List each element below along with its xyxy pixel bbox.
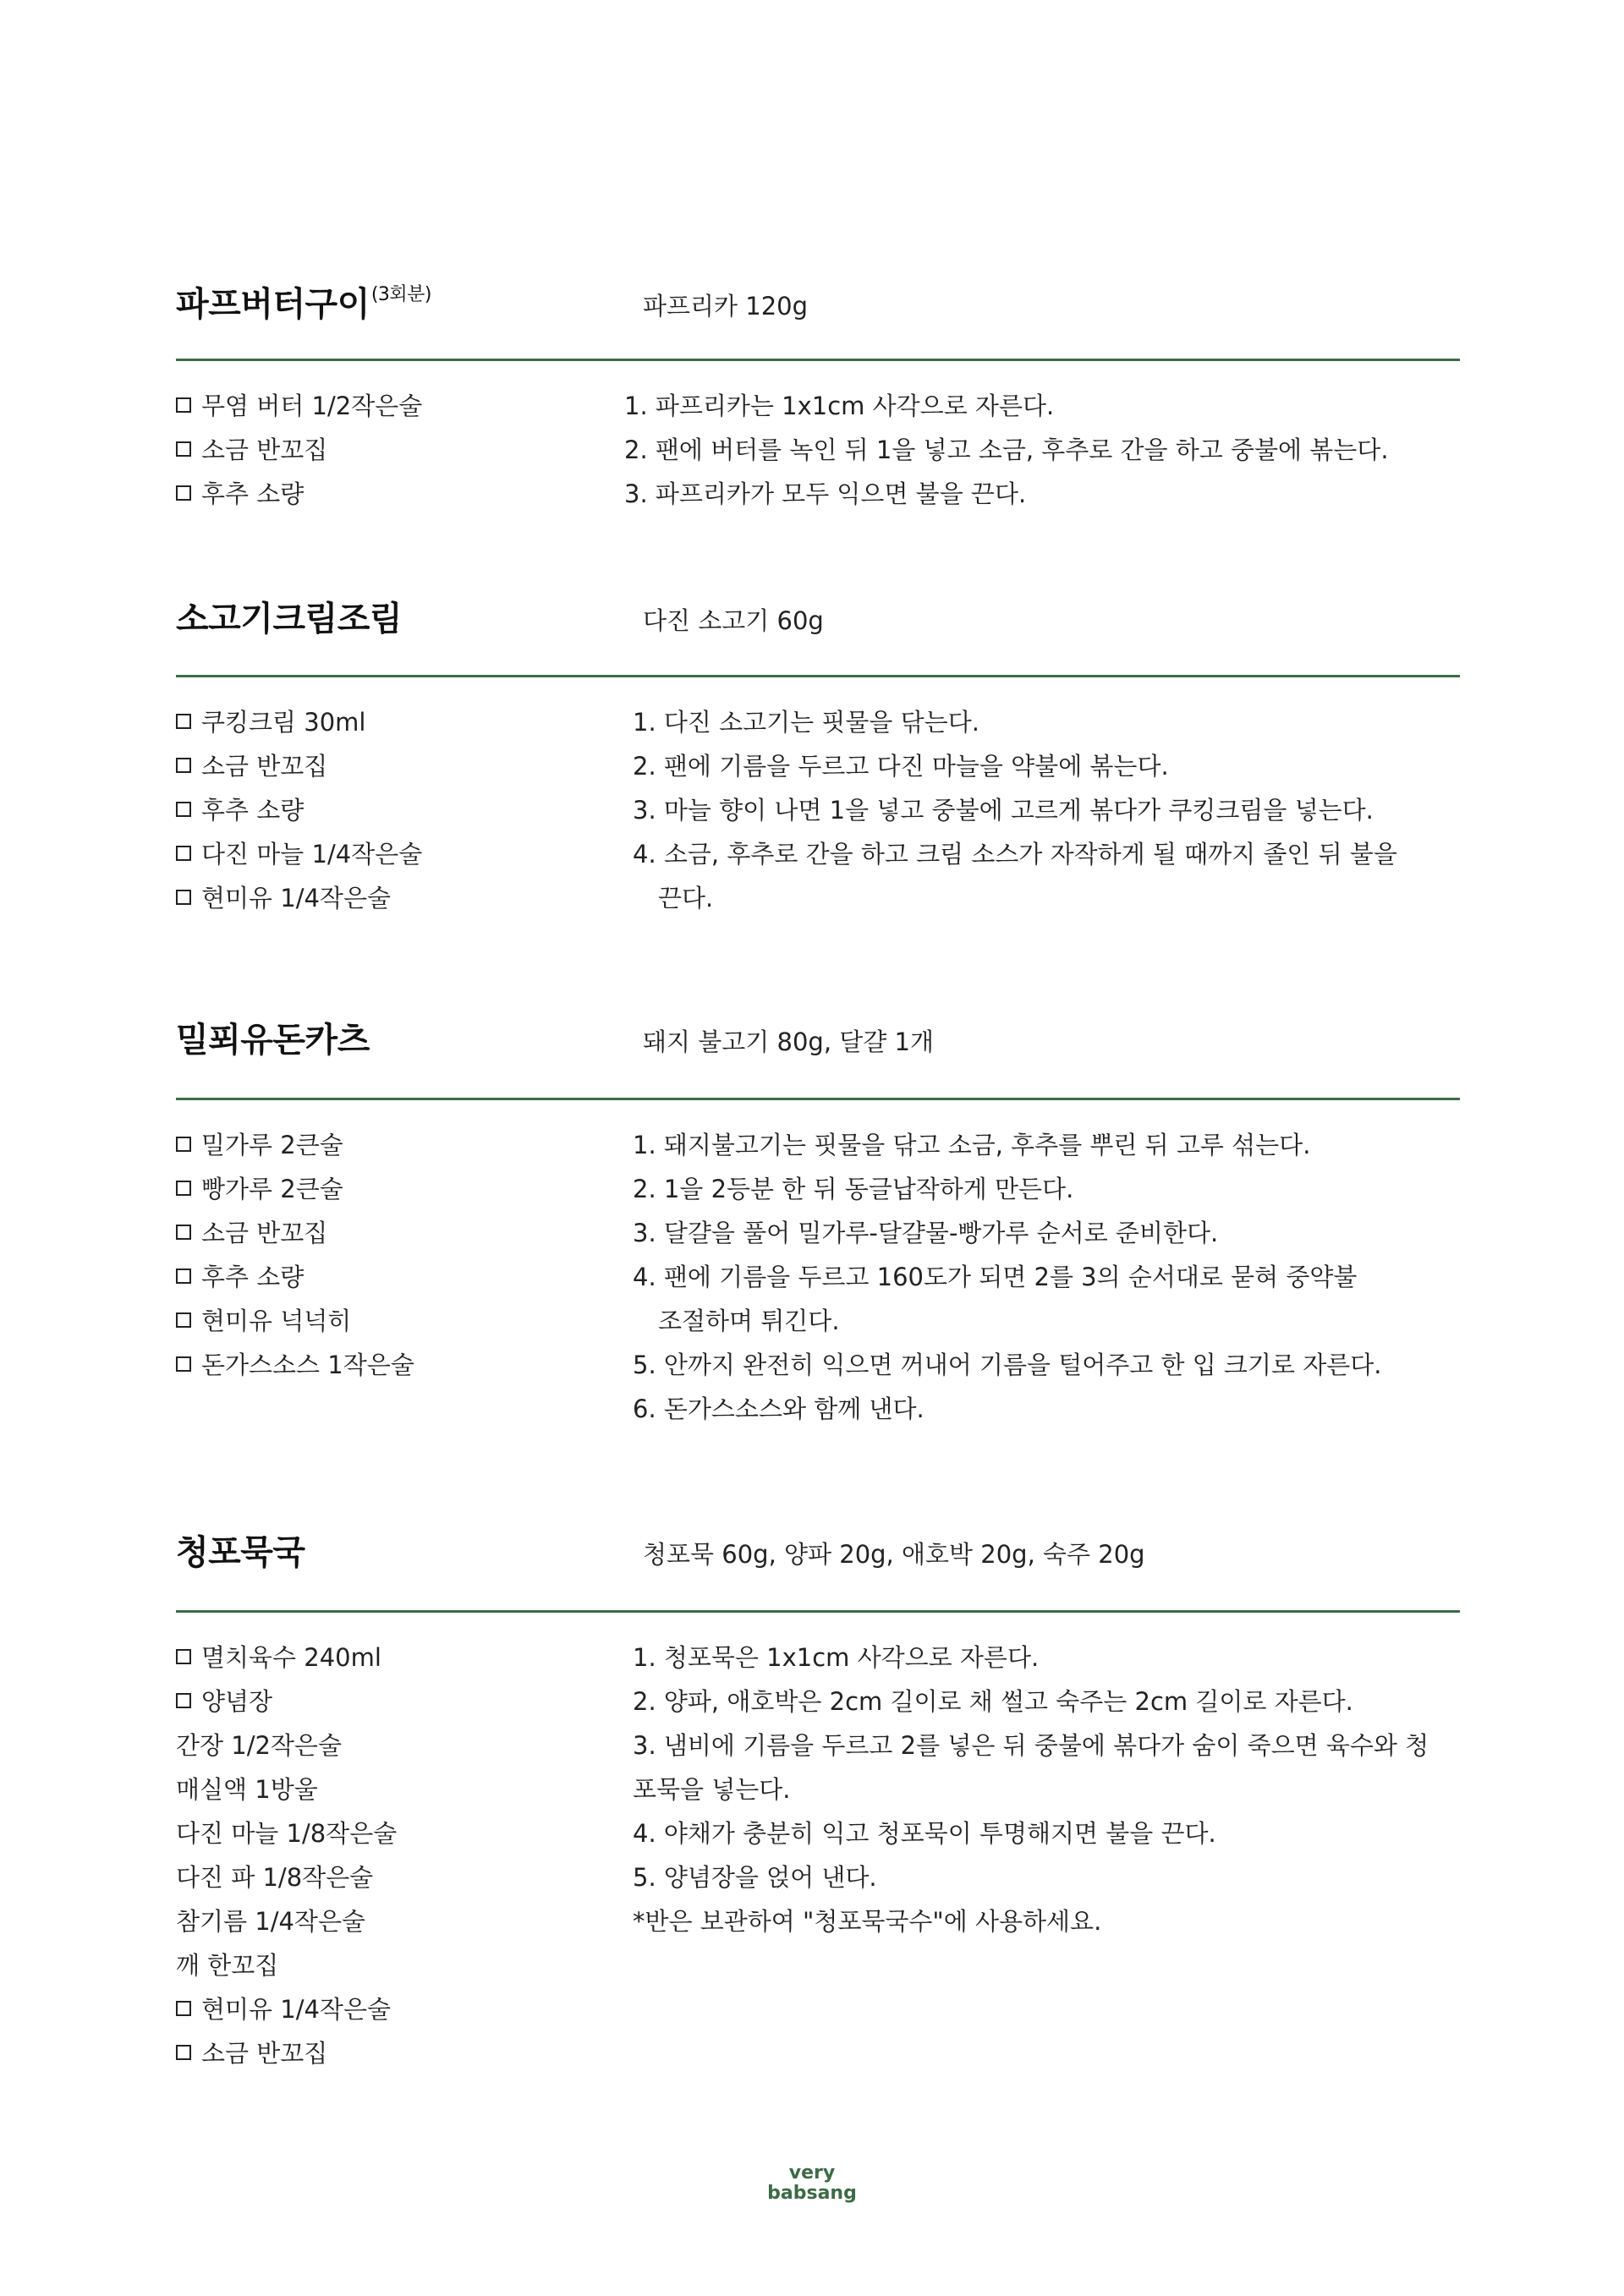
ingredient-item: 다진 마늘 1/4작은술: [176, 832, 616, 876]
checkbox-icon[interactable]: [176, 714, 191, 729]
brand-logo: [761, 2163, 863, 2204]
serving-note: (3회분): [370, 283, 432, 305]
ingredient-item: 소금 반꼬집: [176, 744, 616, 788]
logo-line-1: very: [788, 2162, 836, 2184]
step-item: 3. 달걀을 풀어 밀가루-달걀물-빵가루 순서로 준비한다.: [633, 1219, 1219, 1247]
ingredient-item: 무염 버터 1/2작은술: [176, 384, 616, 428]
checkbox-icon[interactable]: [176, 397, 191, 413]
section-title: 밀푀유돈카츠: [176, 1021, 370, 1060]
step-item: 2. 1을 2등분 한 뒤 동글납작하게 만든다.: [633, 1175, 1074, 1203]
checkbox-icon[interactable]: [176, 485, 191, 501]
section-title: 파프버터구이$^{(3회분)}$: [176, 283, 432, 324]
checkbox-icon[interactable]: [176, 1269, 191, 1284]
sauce-ingredient: 깨 한꼬집: [176, 1951, 279, 1980]
step-item: 3. 마늘 향이 나면 1을 넣고 중불에 고르게 볶다가 쿠킹크림을 넣는다.: [633, 796, 1374, 825]
checkbox-icon[interactable]: [176, 441, 191, 457]
checkbox-icon[interactable]: [176, 1356, 191, 1372]
checkbox-icon[interactable]: [176, 1225, 191, 1240]
step-item: 6. 돈가스소스와 함께 낸다.: [633, 1395, 924, 1423]
checkbox-icon[interactable]: [176, 890, 191, 905]
step-item: 1. 파프리카는 1x1cm 사각으로 자른다.: [624, 392, 1055, 420]
ingredient-item: 현미유 1/4작은술: [176, 876, 616, 920]
step-list: [633, 1123, 1470, 1431]
checkbox-icon[interactable]: [176, 1137, 191, 1152]
recipe-section-paprika: [176, 269, 1460, 508]
checkbox-icon[interactable]: [176, 802, 191, 817]
ingredient-item: 쿠킹크림 30ml: [176, 700, 616, 744]
step-list: [633, 700, 1470, 920]
checkbox-icon[interactable]: [176, 1312, 191, 1328]
step-item: 1. 다진 소고기는 핏물을 닦는다.: [633, 708, 979, 737]
ingredient-item: 현미유 넉넉히: [176, 1299, 616, 1343]
section-divider: [176, 359, 1460, 361]
section-divider: [176, 675, 1460, 677]
ingredient-item: 멸치육수 240ml: [176, 1636, 616, 1680]
checkbox-icon[interactable]: [176, 758, 191, 773]
step-continuation: 조절하며 튀긴다.: [658, 1307, 840, 1335]
ingredient-list: [176, 1636, 616, 2075]
main-ingredient: 청포묵 60g, 양파 20g, 애호박 20g, 숙주 20g: [643, 1540, 1145, 1569]
step-item: 5. 안까지 완전히 익으면 꺼내어 기름을 털어주고 한 입 크기로 자른다.: [633, 1351, 1382, 1379]
checkbox-icon[interactable]: [176, 846, 191, 861]
step-item: 4. 소금, 후추로 간을 하고 크림 소스가 자작하게 될 때까지 졸인 뒤 불을 끈다.: [633, 832, 1470, 920]
ingredient-item: 돈가스소스 1작은술: [176, 1343, 616, 1387]
step-continuation: 끈다.: [658, 884, 714, 912]
ingredient-item: 빵가루 2큰술: [176, 1167, 616, 1211]
recipe-section-mung-bean-jelly-soup: [176, 1517, 1460, 2068]
section-divider: [176, 1098, 1460, 1100]
step-list: [633, 1636, 1470, 1943]
recipe-section-mille-feuille: [176, 1005, 1460, 1423]
step-item: 2. 팬에 버터를 녹인 뒤 1을 넣고 소금, 후추로 간을 하고 중불에 볶는다.: [624, 436, 1389, 464]
checkbox-icon[interactable]: [176, 2045, 191, 2060]
sauce-ingredient: 다진 파 1/8작은술: [176, 1863, 374, 1892]
ingredient-item: 소금 반꼬집: [176, 2031, 616, 2075]
main-ingredient: 돼지 불고기 80g, 달걀 1개: [643, 1027, 934, 1056]
step-item: 4. 팬에 기름을 두르고 160도가 되면 2를 3의 순서대로 묻혀 중약불 조절하며 튀긴다.: [633, 1255, 1470, 1343]
checkbox-icon[interactable]: [176, 2001, 191, 2016]
ingredient-item: 후추 소량: [176, 788, 616, 832]
ingredient-item: 소금 반꼬집: [176, 428, 616, 472]
step-note: *반은 보관하여 "청포묵국수"에 사용하세요.: [633, 1907, 1102, 1936]
step-item: 2. 팬에 기름을 두르고 다진 마늘을 약불에 볶는다.: [633, 752, 1169, 781]
checkbox-icon[interactable]: [176, 1181, 191, 1196]
ingredient-list: [176, 700, 616, 920]
section-header: [176, 584, 1460, 665]
sauce-ingredient: 매실액 1방울: [176, 1775, 318, 1804]
ingredient-item: 후추 소량: [176, 1255, 616, 1299]
recipe-section-beef-cream: [176, 584, 1460, 912]
step-item: 5. 양념장을 얹어 낸다.: [633, 1863, 877, 1892]
main-ingredient: 파프리카 120g: [643, 292, 809, 321]
step-item: 2. 양파, 애호박은 2cm 길이로 채 썰고 숙주는 2cm 길이로 자른다.: [633, 1687, 1353, 1716]
sauce-ingredient: 간장 1/2작은술: [176, 1731, 342, 1760]
step-continuation: 포묵을 넣는다.: [633, 1775, 791, 1804]
step-item: 1. 청포묵은 1x1cm 사각으로 자른다.: [633, 1643, 1040, 1672]
step-item: 1. 돼지불고기는 핏물을 닦고 소금, 후추를 뿌린 뒤 고루 섞는다.: [633, 1131, 1311, 1159]
step-item: 3. 파프리카가 모두 익으면 불을 끈다.: [624, 479, 1027, 508]
logo-line-2: babsang: [767, 2183, 857, 2204]
step-item: 3. 냄비에 기름을 두르고 2를 넣은 뒤 중불에 볶다가 숨이 죽으면 육수와 청 포묵을 넣는다.: [633, 1723, 1470, 1811]
ingredient-item: 소금 반꼬집: [176, 1211, 616, 1255]
section-divider: [176, 1610, 1460, 1613]
sauce-ingredient: 다진 마늘 1/8작은술: [176, 1819, 398, 1848]
ingredient-item: 현미유 1/4작은술: [176, 1987, 616, 2031]
ingredient-item: 밀가루 2큰술: [176, 1123, 616, 1167]
ingredient-list: [176, 1123, 616, 1387]
section-header: [176, 1005, 1460, 1086]
checkbox-icon[interactable]: [176, 1693, 191, 1708]
section-title: 소고기크림조림: [176, 600, 402, 638]
step-list: [624, 384, 1462, 516]
sauce-ingredient: 참기름 1/4작은술: [176, 1907, 365, 1936]
section-header: [176, 1517, 1460, 1598]
ingredient-item: 후추 소량: [176, 472, 616, 516]
section-header: [176, 269, 1460, 350]
ingredient-list: [176, 384, 616, 516]
section-title: 청포묵국: [176, 1533, 305, 1572]
step-item: 4. 야채가 충분히 익고 청포묵이 투명해지면 불을 끈다.: [633, 1819, 1216, 1848]
main-ingredient: 다진 소고기 60g: [643, 606, 824, 635]
ingredient-item: 양념장: [176, 1680, 616, 1723]
checkbox-icon[interactable]: [176, 1649, 191, 1664]
